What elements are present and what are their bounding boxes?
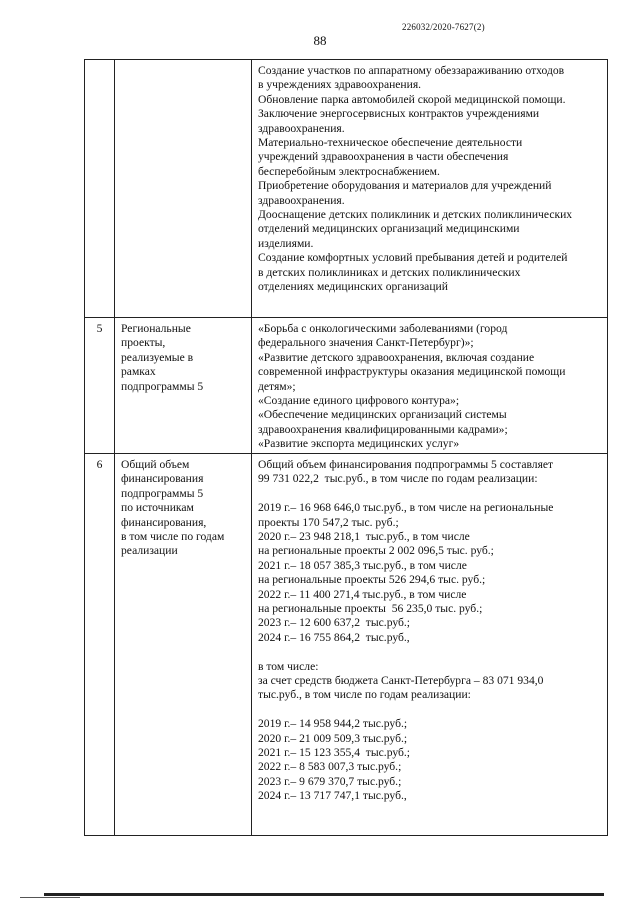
content-line: «Развитие экспорта медицинских услуг»	[258, 437, 460, 451]
label-line: Общий объем	[121, 458, 190, 471]
row-number	[85, 60, 115, 318]
content-line: Обновление парка автомобилей скорой медицинской помощи.	[258, 92, 566, 106]
page-bottom-mark	[20, 897, 80, 898]
content-line: Дооснащение детских поликлиник и детских поликлинических	[258, 208, 573, 222]
row-number: 5	[85, 318, 115, 454]
content-line: «Развитие детского здравоохранения, включая создание	[258, 350, 535, 364]
content-line: 99 731 022,2 тыс.руб., в том числе по годам реализации:	[258, 472, 538, 486]
row-content	[252, 454, 608, 836]
content-line: 2022 г.– 11 400 271,4 тыс.руб., в том числе	[258, 587, 467, 601]
subprogram-table	[84, 59, 608, 836]
content-line: федерального значения Санкт-Петербург)»;	[258, 336, 474, 350]
content-line: 2020 г.– 21 009 509,3 тыс.руб.;	[258, 731, 408, 745]
label-line: реализации	[121, 544, 178, 558]
content-line: за счет средств бюджета Санкт-Петербурга – 83 071 934,0	[258, 674, 544, 688]
content-line: учреждений здравоохранения в части обеспечения	[258, 150, 509, 164]
label-line: проекты,	[121, 336, 166, 350]
content-line: детям»;	[258, 379, 296, 393]
content-line: 2023 г.– 9 679 370,7 тыс.руб.;	[258, 774, 402, 788]
document-id: 226032/2020-7627(2)	[402, 22, 485, 32]
content-line: Материально-техническое обеспечение деятельности	[258, 136, 523, 150]
content-line: в учреждениях здравоохранения.	[258, 78, 422, 92]
table-row	[85, 454, 608, 836]
row-label	[115, 60, 252, 318]
content-line: 2021 г.– 18 057 385,3 тыс.руб., в том числе	[258, 558, 467, 572]
content-line: в детских поликлиниках и детских поликлинических	[258, 265, 521, 279]
content-line: 2019 г.– 14 958 944,2 тыс.руб.;	[258, 717, 408, 731]
label-line: финансирования,	[121, 515, 207, 529]
content-line: 2021 г.– 15 123 355,4 тыс.руб.;	[258, 746, 410, 760]
content-line: отделений медицинских организаций медицинскими	[258, 222, 520, 236]
label-line: подпрограммы 5	[121, 379, 204, 393]
content-line: Создание участков по аппаратному обеззараживанию отходов	[258, 64, 565, 77]
blank-line	[258, 487, 601, 501]
content-line: 2023 г.– 12 600 637,2 тыс.руб.;	[258, 616, 410, 630]
content-line: 2019 г.– 16 968 646,0 тыс.руб., в том числе на региональные	[258, 501, 554, 515]
content-line: изделиями.	[258, 236, 314, 250]
content-line: на региональные проекты 2 002 096,5 тыс. руб.;	[258, 544, 494, 558]
content-line: Приобретение оборудования и материалов для учреждений	[258, 179, 552, 193]
content-line: «Обеспечение медицинских организаций системы	[258, 408, 507, 422]
row-content	[252, 318, 608, 454]
blank-line	[258, 703, 601, 717]
content-line: здравоохранения квалифицированными кадрами»;	[258, 422, 508, 436]
label-line: реализуемые в	[121, 350, 194, 364]
content-line: проекты 170 547,2 тыс. руб.;	[258, 515, 399, 529]
label-line: в том числе по годам	[121, 530, 225, 544]
table-row	[85, 60, 608, 318]
content-line: 2024 г.– 13 717 747,1 тыс.руб.,	[258, 789, 407, 803]
content-line: здравоохранения.	[258, 121, 345, 135]
content-line: 2024 г.– 16 755 864,2 тыс.руб.,	[258, 630, 410, 644]
label-line: по источникам	[121, 501, 194, 515]
label-line: Региональные	[121, 322, 191, 335]
row-label	[115, 318, 252, 454]
content-line: здравоохранения.	[258, 193, 345, 207]
content-line: отделениях медицинских организаций	[258, 280, 448, 294]
table-row	[85, 318, 608, 454]
content-line: «Борьба с онкологическими заболеваниями (город	[258, 322, 508, 335]
content-line: бесперебойным электроснабжением.	[258, 164, 440, 178]
row-number: 6	[85, 454, 115, 836]
page-bottom-rule	[44, 893, 604, 896]
content-line: «Создание единого цифрового контура»;	[258, 394, 460, 408]
page-number: 88	[313, 33, 327, 48]
label-line: финансирования	[121, 472, 204, 486]
content-line: Заключение энергосервисных контрактов учреждениями	[258, 107, 540, 121]
content-line: 2022 г.– 8 583 007,3 тыс.руб.;	[258, 760, 402, 774]
content-line: на региональные проекты 526 294,6 тыс. руб.;	[258, 573, 486, 587]
content-line: тыс.руб., в том числе по годам реализации:	[258, 688, 471, 702]
label-line: подпрограммы 5	[121, 486, 204, 500]
content-line: в том числе:	[258, 659, 319, 673]
content-line: 2020 г.– 23 948 218,1 тыс.руб., в том числе	[258, 530, 470, 544]
row-content	[252, 60, 608, 318]
content-line: на региональные проекты 56 235,0 тыс. руб.;	[258, 602, 483, 616]
content-line: Создание комфортных условий пребывания детей и родителей	[258, 251, 568, 265]
row-label	[115, 454, 252, 836]
content-line: Общий объем финансирования подпрограммы 5 составляет	[258, 458, 554, 471]
label-line: рамках	[121, 365, 156, 379]
blank-line	[258, 645, 601, 659]
content-line: современной инфраструктуры оказания медицинской помощи	[258, 365, 566, 379]
